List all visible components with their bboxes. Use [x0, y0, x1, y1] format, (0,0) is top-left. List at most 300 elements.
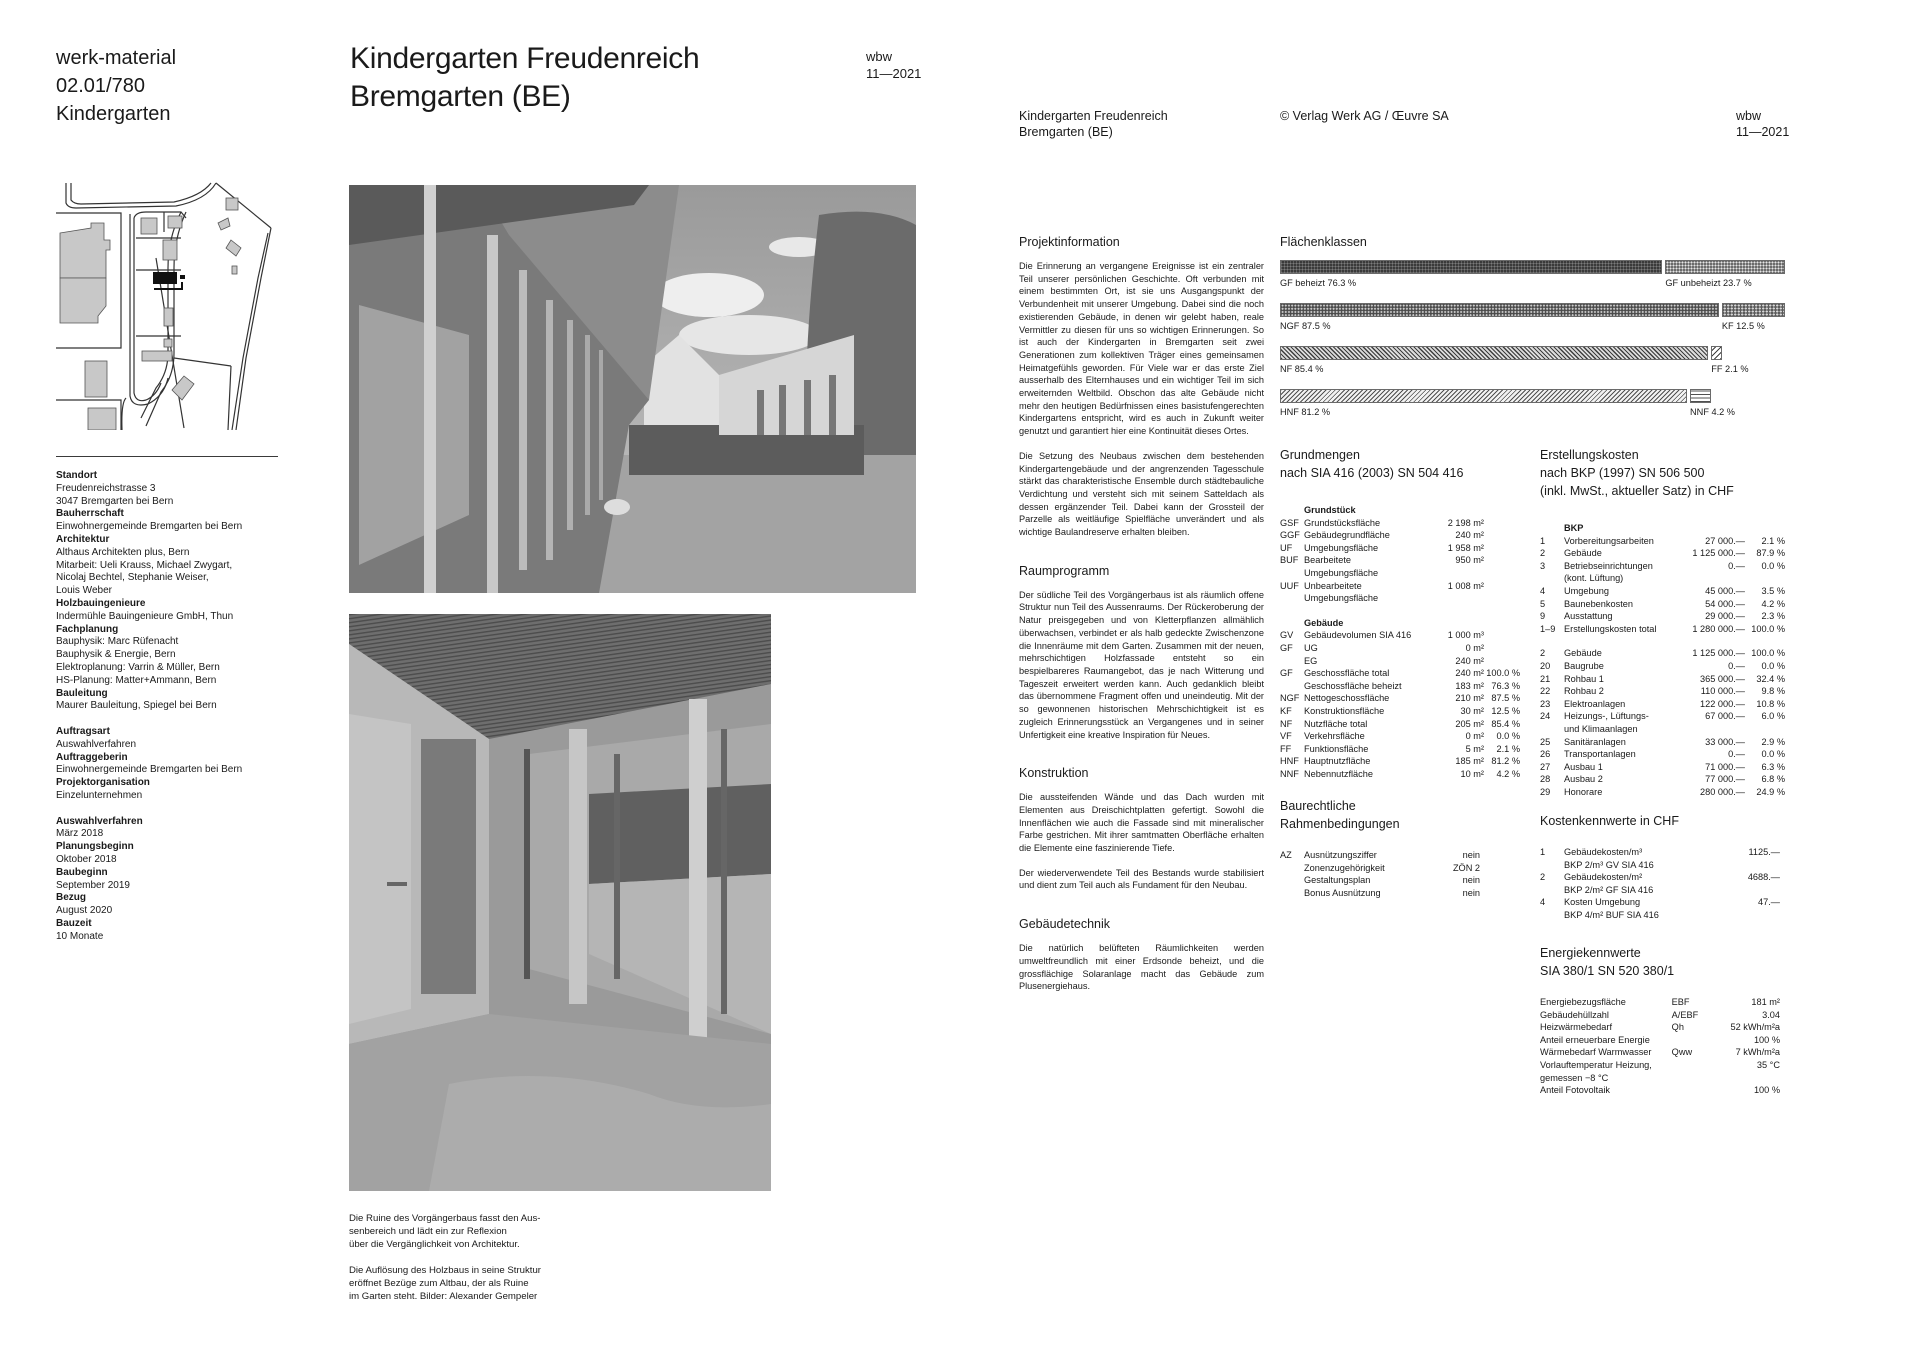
row-code	[1540, 859, 1564, 872]
row-code: UF	[1280, 542, 1293, 553]
right-title-line-1: Kindergarten Freudenreich	[1019, 109, 1168, 123]
row-pct: 6.8 %	[1761, 774, 1785, 785]
info-label: Bauleitung	[56, 687, 108, 699]
row-value: 77 000.—	[1705, 774, 1745, 785]
row-value	[1725, 884, 1780, 897]
gebaeudetechnik-paragraph-1: Die natürlich belüfteten Räumlichkeiten werden umweltfreundlich mit einer Erdsonde beheizt, und die grossflächige Solaranlage macht das Gebäude zum Plusenergiehaus.	[1019, 943, 1264, 992]
info-value: Bauphysik & Energie, Bern	[56, 649, 176, 661]
issue-date: 11—2021	[866, 66, 922, 81]
row-value: 54 000.—	[1705, 598, 1745, 609]
row-pct: 0.0 %	[1496, 731, 1520, 742]
table-row	[1280, 680, 1520, 693]
table-row	[1280, 592, 1520, 605]
info-value: Bauphysik: Marc Rüfenacht	[56, 636, 179, 648]
info-value: Einzelunternehmen	[56, 789, 143, 801]
right-header-title	[1019, 108, 1168, 140]
table-row	[1540, 572, 1785, 585]
row-pct: 81.2 %	[1491, 756, 1520, 767]
table-row	[1540, 896, 1780, 909]
row-label: Gebäude	[1564, 648, 1602, 659]
info-value: 3047 Bremgarten bei Bern	[56, 495, 174, 507]
row-label: Hauptnutzfläche	[1304, 756, 1371, 767]
row-label: Nettogeschossfläche	[1304, 693, 1390, 704]
row-pct: 4.2 %	[1761, 598, 1785, 609]
row-code	[1280, 680, 1304, 693]
row-value	[1722, 1072, 1780, 1085]
table-row	[1280, 874, 1480, 887]
row-value: 0.—	[1728, 560, 1745, 571]
row-value	[1439, 592, 1484, 605]
table-row	[1540, 1034, 1780, 1047]
row-code	[1672, 1072, 1722, 1085]
row-pct: 24.9 %	[1756, 786, 1785, 797]
bar-label: HNF 81.2 %	[1280, 407, 1331, 417]
table-row	[1280, 554, 1520, 567]
row-code: Qh	[1671, 1022, 1684, 1033]
table-row	[1540, 884, 1780, 897]
row-code: 25	[1540, 736, 1551, 747]
row-code: 23	[1540, 698, 1551, 709]
bar-label: GF beheizt 76.3 %	[1280, 278, 1357, 288]
row-code: GGF	[1280, 530, 1300, 541]
row-value: 210 m²	[1455, 693, 1484, 704]
row-label: Nutzfläche total	[1304, 718, 1368, 729]
bar-segment	[1665, 260, 1785, 274]
bar-label: KF 12.5 %	[1721, 321, 1765, 331]
info-value: Oktober 2018	[56, 853, 117, 865]
info-value: Nicolaj Bechtel, Stephanie Weiser,	[56, 572, 209, 584]
section-title-konstruktion: Konstruktion	[1019, 766, 1089, 781]
row-pct	[1484, 642, 1520, 655]
bar-row	[1280, 346, 1785, 389]
bar-row	[1280, 303, 1785, 346]
series-category: Kindergarten	[56, 103, 171, 125]
row-code	[1672, 1034, 1722, 1047]
info-label: Planungsbeginn	[56, 841, 134, 853]
info-value: Mitarbeit: Ueli Krauss, Michael Zwygart,	[56, 559, 233, 571]
series-number: 02.01/780	[56, 75, 145, 97]
grundmengen-title-line-1: Grundmengen	[1280, 448, 1360, 462]
row-label: Kosten Umgebung	[1564, 897, 1641, 908]
bar-row	[1280, 389, 1785, 432]
row-label: Vorbereitungsarbeiten	[1564, 535, 1654, 546]
table-group-heading: Gebäude	[1304, 617, 1344, 628]
bar-segment	[1722, 303, 1785, 317]
table-row	[1540, 996, 1780, 1009]
row-pct: 76.3 %	[1491, 680, 1520, 691]
table-row	[1280, 730, 1520, 743]
row-code: 24	[1540, 711, 1551, 722]
row-pct: 2.1 %	[1496, 743, 1520, 754]
row-code	[1672, 1084, 1722, 1097]
row-value: 1 008 m²	[1447, 580, 1484, 591]
row-value	[1725, 909, 1780, 922]
row-label: Honorare	[1564, 786, 1603, 797]
row-pct	[1484, 592, 1520, 605]
bar-segment	[1711, 346, 1722, 360]
row-value: 0 m²	[1465, 642, 1484, 653]
info-value: Einwohnergemeinde Bremgarten bei Bern	[56, 521, 243, 533]
table-row	[1280, 542, 1520, 555]
kostenkennwerte-section	[1540, 812, 1790, 922]
row-value: 240 m²	[1455, 530, 1484, 541]
energie-title	[1540, 944, 1790, 980]
row-code: 22	[1540, 686, 1551, 697]
konstruktion-paragraph-2: Der wiederverwendete Teil des Bestands wurde stabilisiert und dient zum Teil auch als Fundament für den Neubau.	[1019, 867, 1264, 891]
info-value: Auswahlverfahren	[56, 738, 137, 750]
row-value: 67 000.—	[1705, 711, 1745, 722]
info-value: Indermühle Bauingenieure GmbH, Thun	[56, 610, 234, 622]
row-code	[1280, 567, 1304, 580]
table-group-row	[1280, 605, 1520, 630]
row-value: 122 000.—	[1700, 698, 1745, 709]
row-code: 29	[1540, 786, 1551, 797]
row-code: KF	[1280, 705, 1292, 716]
table-row	[1540, 710, 1785, 723]
row-code	[1672, 1059, 1722, 1072]
right-issue-date: 11—2021	[1736, 125, 1790, 139]
table-row	[1280, 642, 1520, 655]
row-label: Gebäudekosten/m²	[1564, 872, 1643, 883]
divider	[56, 456, 278, 457]
row-code: HNF	[1280, 756, 1299, 767]
row-label: Erstellungskosten total	[1564, 623, 1657, 634]
row-label: Nebennutzfläche	[1304, 768, 1373, 779]
row-pct	[1745, 572, 1785, 585]
row-label: Ausnützungsziffer	[1304, 850, 1377, 860]
text-column	[1019, 234, 1264, 1005]
info-label: Standort	[56, 470, 98, 481]
row-label: (kont. Lüftung)	[1564, 573, 1624, 584]
row-pct: 87.5 %	[1491, 693, 1520, 704]
bar-segment	[1280, 389, 1687, 403]
row-pct: 100.0 %	[1486, 668, 1520, 679]
row-label: Rohbau 2	[1564, 686, 1604, 697]
row-label: Ausstattung	[1564, 611, 1613, 622]
row-pct: 12.5 %	[1491, 705, 1520, 716]
flaechenklassen-chart	[1280, 234, 1785, 432]
row-code: AZ	[1280, 850, 1292, 860]
table-row	[1540, 698, 1785, 711]
table-row	[1540, 736, 1785, 749]
row-label: Ausbau 1	[1564, 761, 1603, 772]
row-value: 33 000.—	[1705, 736, 1745, 747]
row-value: 240 m²	[1455, 668, 1484, 679]
row-code	[1540, 884, 1564, 897]
table-row	[1540, 1021, 1780, 1034]
row-code: 2	[1540, 872, 1546, 883]
row-pct: 4.2 %	[1496, 768, 1520, 779]
row-value: 5 m²	[1465, 743, 1484, 754]
table-row	[1280, 517, 1520, 530]
info-value: März 2018	[56, 828, 104, 840]
site-plan-icon	[56, 178, 278, 430]
row-pct: 6.3 %	[1761, 761, 1785, 772]
row-code: 21	[1540, 673, 1551, 684]
row-pct: 9.8 %	[1761, 686, 1785, 697]
info-label: Auswahlverfahren	[56, 815, 143, 827]
row-value: 205 m²	[1455, 718, 1484, 729]
kostenkennwerte-table	[1540, 846, 1780, 922]
row-label: Gebäude	[1564, 548, 1602, 559]
table-row	[1280, 755, 1520, 768]
row-code: 1	[1540, 535, 1546, 546]
row-pct: 0.0 %	[1761, 660, 1785, 671]
info-value: Freudenreichstrasse 3	[56, 482, 156, 494]
row-label: Gebäudegrundfläche	[1304, 530, 1390, 541]
row-label: Energiebezugsfläche	[1540, 997, 1626, 1007]
row-label: BKP 2/m² GF SIA 416	[1564, 884, 1654, 895]
row-code: GF	[1280, 668, 1293, 679]
row-label: Anteil Fotovoltaik	[1540, 1085, 1610, 1096]
info-value: Louis Weber	[56, 585, 112, 597]
row-label: EG	[1304, 655, 1318, 666]
row-pct: 0.0 %	[1761, 560, 1785, 571]
table-row	[1280, 849, 1480, 862]
grundmengen-table	[1280, 498, 1520, 780]
table-row	[1540, 535, 1785, 548]
row-label: Geschossfläche total	[1304, 668, 1390, 679]
row-value: 280 000.—	[1700, 786, 1745, 797]
row-pct: 2.9 %	[1761, 736, 1785, 747]
row-code: 1–9	[1540, 623, 1556, 634]
table-group-row	[1540, 516, 1785, 535]
row-value: 45 000.—	[1705, 585, 1745, 596]
row-value: 110 000.—	[1700, 686, 1745, 697]
title-line-1: Kindergarten Freudenreich	[350, 42, 700, 75]
table-row	[1540, 773, 1785, 786]
row-value: 35 °C	[1756, 1059, 1780, 1070]
baurecht-table	[1280, 849, 1480, 899]
row-code: Qww	[1671, 1047, 1693, 1058]
erstellungskosten-title	[1540, 446, 1790, 500]
row-code: GF	[1280, 642, 1293, 653]
baurecht-title-line-2: Rahmenbedingungen	[1280, 817, 1400, 831]
table-row	[1540, 1059, 1780, 1072]
baurecht-title	[1280, 797, 1530, 833]
erstellungskosten-table	[1540, 516, 1785, 798]
row-pct	[1484, 580, 1520, 593]
row-code: 27	[1540, 761, 1551, 772]
table-group-heading: Grundstück	[1304, 505, 1356, 515]
row-label: Funktionsfläche	[1304, 743, 1369, 754]
row-code: EBF	[1671, 997, 1690, 1007]
table-row	[1540, 909, 1780, 922]
row-label: UG	[1304, 642, 1318, 653]
grundmengen-section	[1280, 446, 1530, 780]
table-row	[1540, 560, 1785, 573]
table-row	[1540, 623, 1785, 636]
row-value: 365 000.—	[1700, 673, 1745, 684]
row-value	[1679, 572, 1745, 585]
table-row	[1280, 718, 1520, 731]
row-code	[1280, 592, 1304, 605]
table-row	[1540, 1072, 1780, 1085]
row-value: ZÖN 2	[1452, 862, 1480, 873]
row-code: NGF	[1280, 693, 1300, 704]
row-value	[1679, 723, 1745, 736]
row-pct: 100.0 %	[1751, 623, 1785, 634]
row-value: 1 958 m²	[1447, 542, 1484, 553]
row-label: BKP 2/m³ GV SIA 416	[1564, 859, 1654, 870]
energie-title-line-1: Energiekennwerte	[1540, 946, 1641, 960]
info-value: 10 Monate	[56, 930, 104, 942]
issue-info	[866, 48, 921, 82]
title-line-2: Bremgarten (BE)	[350, 80, 571, 113]
bar-label: FF 2.1 %	[1711, 364, 1749, 374]
interior-photo	[349, 614, 771, 1191]
erstellungskosten-title-line-2: nach BKP (1997) SN 506 500	[1540, 466, 1705, 480]
info-label: Projektorganisation	[56, 777, 150, 789]
erstellungskosten-title-line-3: (inkl. MwSt., aktueller Satz) in CHF	[1540, 484, 1734, 498]
table-row	[1280, 567, 1520, 580]
baurecht-title-line-1: Baurechtliche	[1280, 799, 1356, 813]
row-value	[1725, 859, 1780, 872]
row-pct: 100.0 %	[1751, 648, 1785, 659]
table-row	[1540, 871, 1780, 884]
row-code	[1540, 572, 1564, 585]
row-label: Bearbeitete	[1304, 555, 1351, 566]
row-code: 2	[1540, 548, 1546, 559]
row-value: 100 %	[1753, 1085, 1780, 1096]
row-label: Konstruktionsfläche	[1304, 705, 1385, 716]
row-label: Grundstücksfläche	[1304, 517, 1381, 528]
row-label: Betriebseinrichtungen	[1564, 560, 1653, 571]
row-label: Bonus Ausnützung	[1304, 887, 1381, 898]
row-pct	[1484, 517, 1520, 530]
info-value: Elektroplanung: Varrin & Müller, Bern	[56, 661, 220, 673]
row-label: Umgebungsfläche	[1304, 542, 1379, 553]
row-label: Vorlauftemperatur Heizung,	[1540, 1059, 1652, 1070]
energie-table	[1540, 996, 1780, 1097]
row-pct: 2.3 %	[1761, 611, 1785, 622]
row-label: Heizungs-, Lüftungs-	[1564, 711, 1649, 722]
row-pct: 3.5 %	[1761, 585, 1785, 596]
table-row	[1280, 529, 1520, 542]
row-label: Umgebungsfläche	[1304, 593, 1379, 604]
row-code: 4	[1540, 585, 1546, 596]
row-value: 0.—	[1728, 660, 1745, 671]
table-row	[1540, 846, 1780, 859]
info-label: Architektur	[56, 533, 110, 545]
page-title	[350, 40, 699, 116]
row-label: Anteil erneuerbare Energie	[1540, 1034, 1650, 1045]
row-label: Wärmebedarf Warmwasser	[1540, 1047, 1652, 1058]
energie-section	[1540, 944, 1790, 1097]
row-code	[1540, 723, 1564, 736]
row-value: 183 m²	[1455, 680, 1484, 691]
row-pct: 87.9 %	[1756, 548, 1785, 559]
table-row	[1280, 667, 1520, 680]
chart-bars	[1280, 260, 1785, 432]
table-group-row	[1280, 498, 1520, 517]
row-label: Unbearbeitete	[1304, 580, 1362, 591]
row-value: 185 m²	[1455, 756, 1484, 767]
row-code	[1280, 874, 1304, 887]
bar-label: NGF 87.5 %	[1280, 321, 1331, 331]
table-row	[1540, 786, 1785, 799]
baurecht-section	[1280, 797, 1530, 899]
photo-caption	[349, 1212, 669, 1316]
project-info	[56, 470, 286, 943]
row-value: 10 m²	[1460, 768, 1484, 779]
row-value: 30 m²	[1460, 705, 1484, 716]
table-row	[1540, 723, 1785, 736]
row-value: nein	[1462, 887, 1480, 898]
row-label: Baugrube	[1564, 660, 1604, 671]
table-group-heading: BKP	[1564, 523, 1584, 533]
kostenkennwerte-title: Kostenkennwerte in CHF	[1540, 814, 1679, 828]
section-title-gebaeudetechnik: Gebäudetechnik	[1019, 917, 1111, 932]
row-pct	[1484, 542, 1520, 555]
chart-title: Flächenklassen	[1280, 235, 1367, 249]
row-label: Umgebung	[1564, 585, 1609, 596]
row-label: Verkehrsfläche	[1304, 731, 1365, 742]
info-label: Bauzeit	[56, 917, 92, 929]
row-code: GSF	[1280, 517, 1299, 528]
row-label: Heizwärmebedarf	[1540, 1022, 1612, 1033]
table-row	[1540, 610, 1785, 623]
row-value: 1 125 000.—	[1692, 648, 1745, 659]
row-value: 7 kWh/m²a	[1735, 1047, 1780, 1058]
row-label: gemessen −8 °C	[1540, 1072, 1609, 1083]
right-issue-info	[1736, 108, 1789, 140]
row-value: 1125.—	[1748, 847, 1780, 857]
info-value: Maurer Bauleitung, Spiegel bei Bern	[56, 700, 217, 712]
row-pct: 10.8 %	[1756, 698, 1785, 709]
row-value: 181 m²	[1751, 997, 1780, 1007]
row-code	[1280, 887, 1304, 900]
row-value: 29 000.—	[1705, 611, 1745, 622]
table-row	[1280, 692, 1520, 705]
row-value: 0.—	[1728, 749, 1745, 760]
table-row	[1280, 743, 1520, 756]
row-label: und Klimaanlagen	[1564, 723, 1638, 734]
row-value: nein	[1462, 850, 1480, 860]
row-pct	[1484, 655, 1520, 668]
grundmengen-title-line-2: nach SIA 416 (2003) SN 504 416	[1280, 466, 1464, 480]
row-value: 1 280 000.—	[1692, 623, 1745, 634]
row-label: BKP 4/m² BUF SIA 416	[1564, 909, 1659, 920]
table-row	[1540, 685, 1785, 698]
row-label: Gestaltungsplan	[1304, 875, 1371, 886]
row-value: 950 m²	[1455, 555, 1484, 566]
bar-label: NNF 4.2 %	[1690, 407, 1735, 417]
info-label: Auftraggeberin	[56, 751, 128, 763]
caption-paragraph-2: Die Auflösung des Holzbaus in seine Struktur eröffnet Bezüge zum Altbau, der als Ruine im Garten steht. Bilder: Alexander Gempeler	[349, 1265, 541, 1302]
right-title-line-2: Bremgarten (BE)	[1019, 125, 1113, 139]
info-value: Einwohnergemeinde Bremgarten bei Bern	[56, 764, 243, 776]
series-info	[56, 44, 176, 128]
table-row	[1540, 598, 1785, 611]
row-value: 100 %	[1753, 1034, 1780, 1045]
row-value: 4688.—	[1747, 872, 1780, 883]
row-pct: 0.0 %	[1761, 749, 1785, 760]
row-value	[1439, 567, 1484, 580]
table-row	[1540, 585, 1785, 598]
row-code: FF	[1280, 743, 1292, 754]
energie-title-line-2: SIA 380/1 SN 520 380/1	[1540, 964, 1675, 978]
row-code: NF	[1280, 718, 1293, 729]
row-value: 71 000.—	[1705, 761, 1745, 772]
row-pct: 2.1 %	[1761, 535, 1785, 546]
bar-segment	[1280, 260, 1662, 274]
row-pct	[1484, 554, 1520, 567]
row-label: Gebäudekosten/m³	[1564, 847, 1643, 857]
row-label: Sanitäranlagen	[1564, 736, 1626, 747]
konstruktion-paragraph-1: Die aussteifenden Wände und das Dach wurden mit Elementen aus Dreischichtplatten gefertigt. Sowohl die Innenflächen wie auch die Fassade sind mit mineralischer Farbe gestrichen. Mit ihrer samtmatten Oberfläche erhalten die Elemente eine faszinierende Tiefe.	[1019, 792, 1264, 854]
right-issue-label: wbw	[1736, 109, 1762, 123]
